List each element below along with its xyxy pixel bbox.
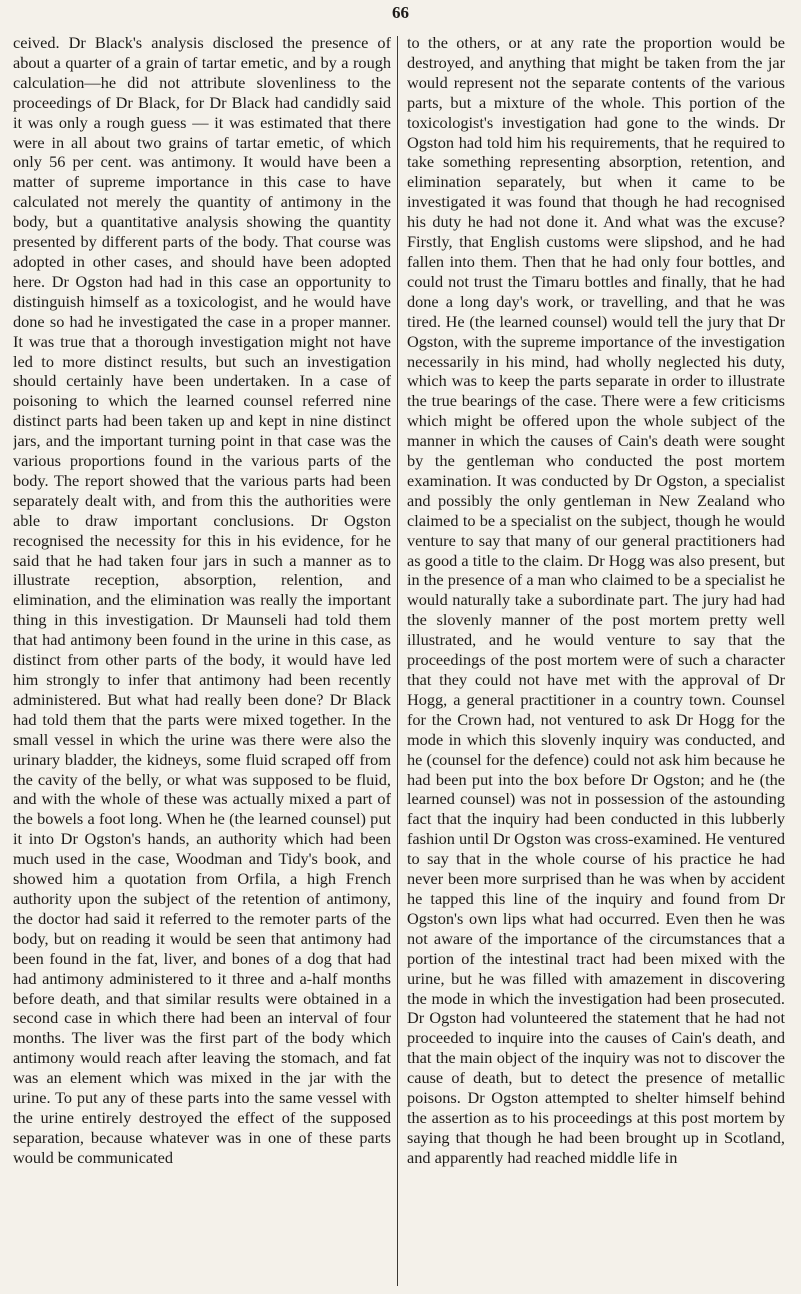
left-text-column	[13, 33, 391, 1291]
column-divider	[397, 36, 398, 1286]
page-number: 66	[392, 3, 409, 22]
left-column-text: ceived. Dr Black's analysis disclosed the presence of about a quarter of a grain of tartar emetic, and by a rough calculation—he did not attribute slovenliness to the proceedings of Dr Black, for Dr Black had candidly said it was only a rough guess — it was estimated that there were in all about two grains of tartar emetic, of which only 56 per cent. was antimony. It would have been a matter of supreme importance in this case to have calculated not merely the quantity of antimony in the body, but a quantitative analysis showing the quantity presented by different parts of the body. That course was adopted in other cases, and should have been adopted here. Dr Ogston had had in this case an opportunity to distinguish himself as a toxicologist, and he would have done so had he investigated the case in a proper manner. It was true that a thorough investigation might not have led to more distinct results, but such an investigation should certainly have been undertaken. In a case of poisoning to which the learned counsel referred nine distinct parts had been taken up and kept in nine distinct jars, and the important turning point in that case was the various proportions found in the various parts of the body. The report showed that the various parts had been separately dealt with, and from this the authorities were able to draw important conclusions. Dr Ogston recognised the necessity for this in his evidence, for he said that he had taken four jars in such a manner as to illustrate reception, absorption, relention, and elimination, and the elimination was really the important thing in this investigation. Dr Maunseli had told them that had antimony been found in the urine in this case, as distinct from other parts of the body, it would have led him strongly to infer that antimony had been recently administered. But what had really been done? Dr Black had told them that the parts were mixed together. In the small vessel in which the urine was there were also the urinary bladder, the kidneys, some fluid scraped off from the cavity of the belly, or what was supposed to be fluid, and with the whole of these was actually mixed a part of the bowels a foot long. When he (the learned counsel) put it into Dr Ogston's hands, an authority which had been much used in the case, Woodman and Tidy's book, and showed him a quotation from Orfila, a high French authority upon the subject of the retention of antimony, the doctor had said it referred to the remoter parts of the body, but on reading it would be seen that antimony had been found in the fat, liver, and bones of a dog that had had antimony administered to it three and a-half months before death, and that similar results were obtained in a second case in which there had been an interval of four months. The liver was the first part of the body which antimony would reach after leaving the stomach, and fat was an element which was mixed in the jar with the urine. To put any of these parts into the same vessel with the urine entirely destroyed the effect of the supposed separation, because whatever was in one of these parts would be communicated	[13, 33, 391, 1167]
right-column-text: to the others, or at any rate the proportion would be destroyed, and anything that might be taken from the jar would represent not the separate contents of the various parts, but a mixture of the whole. This portion of the toxicologist's investigation had gone to the winds. Dr Ogston had told him his requirements, that he required to take something representing absorption, retention, and elimination separately, but when it came to be investigated it was found that though he had recognised his duty he had not done it. And what was the excuse? Firstly, that English customs were slipshod, and he had fallen into them. Then that he had only four bottles, and could not trust the Timaru bottles and finally, that he had done a long day's work, or travelling, and that he was tired. He (the learned counsel) would tell the jury that Dr Ogston, with the supreme importance of the investigation necessarily in his mind, had wholly neglected his duty, which was to keep the parts separate in order to illustrate the true bearings of the case. There were a few criticisms which might be offered upon the whole subject of the manner in which the causes of Cain's death were sought by the gentleman who conducted the post mortem examination. It was conducted by Dr Ogston, a specialist and possibly the only gentleman in New Zealand who claimed to be a specialist on the subject, though he would venture to say that many of our general practitioners had as good a title to the claim. Dr Hogg was also present, but in the presence of a man who claimed to be a specialist he would naturally take a subordinate part. The jury had had the slovenly manner of the post mortem pretty well illustrated, and he would venture to say that the proceedings of the post mortem were of such a character that they could not have met with the approval of Dr Hogg, a general practitioner in a country town. Counsel for the Crown had, not ventured to ask Dr Hogg for the mode in which this slovenly inquiry was conducted, and he (counsel for the defence) could not ask him because he had been put into the box before Dr Ogston; and he (the learned counsel) was not in possession of the astounding fact that the inquiry had been conducted in this lubberly fashion until Dr Ogston was cross-examined. He ventured to say that in the whole course of his practice he had never been more surprised than he was when by accident he tapped this line of the inquiry and found from Dr Ogston's own lips what had occurred. Even then he was not aware of the importance of the circumstances that a portion of the intestinal tract had been mixed with the urine, but he was filled with amazement in discovering the mode in which the investigation had been prosecuted. Dr Ogston had volunteered the statement that he had not proceeded to inquire into the causes of Cain's death, and that the main object of the inquiry was not to discover the cause of death, but to detect the presence of metallic poisons. Dr Ogston attempted to shelter himself behind the assertion as to his proceedings at this post mortem by saying that though he had been brought up in Scotland, and apparently had reached middle life in	[407, 33, 785, 1167]
right-text-column	[407, 33, 785, 1291]
